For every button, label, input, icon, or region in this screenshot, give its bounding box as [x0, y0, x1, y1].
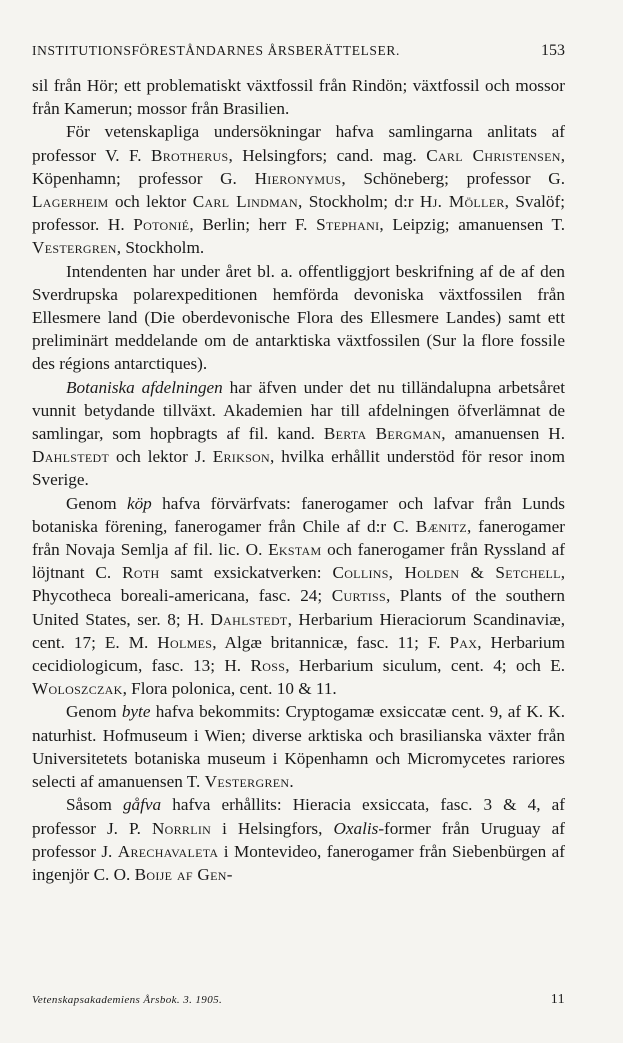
person-name: Curtiss — [331, 586, 386, 606]
person-name: Dahlstedt — [210, 609, 288, 629]
person-name: Berta Bergman — [323, 424, 442, 444]
body-text — [32, 74, 565, 886]
person-name: Pax — [449, 632, 478, 652]
emphasis: gåfva — [122, 795, 162, 815]
paragraph-5: Genom köp hafva förvärfvats: fanerogamer och lafvar från Lunds botaniska förening, fanerogamer från Chile af d:r C. Bænitz, fanerogamer från Novaja Semlja af fil. lic. O. Ekstam och fanerogamer från Ryssland af löjtnant C. Roth samt exsickatverken: Collins, Holden & Setchell, Phycotheca boreali-americana, fasc. 24; Curtiss, Plants of the southern United States, ser. 8; H. Dahlstedt, Herbarium Hieraciorum Scandinaviæ, cent. 17; E. M. Holmes, Algæ britannicæ, fasc. 11; F. Pax, Herbarium cecidiologicum, fasc. 13; H. Ross, Herbarium siculum, cent. 4; och E. Woloszczak, Flora polonica, cent. 10 & 11. — [32, 493, 566, 699]
person-name: Hieronymus — [254, 168, 342, 188]
person-name: Ross — [250, 656, 286, 676]
person-name: Ekstam — [268, 540, 322, 560]
paragraph-1: sil från Hör; ett problematiskt växtfossil från Rindön; växtfossil och mossor från Kamerun; mossor från Brasilien. — [32, 76, 565, 119]
paragraph-7: Såsom gåfva hafva erhållits: Hieracia exsiccata, fasc. 3 & 4, af professor J. P. Norrlin i Helsingfors, Oxalis-former från Uruguay af professor J. Arechavaleta i Montevideo, fanerogamer från Siebenbürgen af ingenjör C. O. Boije af Gen- — [32, 795, 565, 884]
person-name: Potonié — [133, 215, 190, 235]
person-name: Arechavaleta — [117, 841, 219, 861]
page-footer — [32, 992, 565, 1008]
person-name: Vestergren — [204, 772, 290, 792]
person-name: Holmes — [157, 632, 213, 652]
paragraph-4: Botaniska afdelningen har äfven under det nu tilländalupna arbetsåret vunnit betydande tillväxt. Akademien har till afdelningen öfverlämnat de samlingar, som hopbragts af fil. kand. Berta Bergman, amanuensen H. Dahlstedt och lektor J. Erikson, hvilka erhållit understöd för resor inom Sverige. — [32, 377, 566, 490]
person-name: Bænitz — [415, 516, 467, 536]
person-name: Dahlstedt — [32, 447, 110, 467]
person-name: Erikson — [212, 447, 270, 467]
running-title: INSTITUTIONSFÖRESTÅNDARNES ÅRSBERÄTTELSER. — [32, 43, 400, 58]
person-name: Roth — [122, 563, 160, 583]
person-name: Carl Christensen — [426, 145, 561, 165]
person-name: Boije af Gen- — [134, 864, 233, 884]
paragraph-6: Genom byte hafva bekommits: Cryptogamæ exsiccatæ cent. 9, af K. K. naturhist. Hofmuseum i Wien; diverse arktiska och brasilianska växter från Universitetets botaniska museum i Köpenhamn och Micromycetes rariores selecti af amanuensen T. Vestergren. — [32, 702, 565, 792]
emphasis: Oxalis — [333, 818, 379, 838]
emphasis: byte — [121, 702, 151, 722]
person-name: Brotherus — [150, 145, 229, 165]
person-name: Hj. Möller — [419, 192, 505, 212]
person-name: Woloszczak — [32, 679, 123, 699]
signature-line: Vetenskapsakademiens Årsbok. 3. 1905. — [32, 994, 223, 1006]
paragraph-2: För vetenskapliga undersökningar hafva samlingarna anlitats af professor V. F. Brotherus, Helsingfors; cand. mag. Carl Christensen, Köpenhamn; professor G. Hieronymus, Schöneberg; professor G. Lagerheim och lektor Carl Lindman, Stockholm; d:r Hj. Möller, Svalöf; professor. H. Potonié, Berlin; herr F. Stephani, Leipzig; amanuensen T. Vestergren, Stockholm. — [32, 122, 565, 258]
sheet-number: 11 — [550, 992, 565, 1007]
page-number: 153 — [541, 42, 565, 59]
page-header — [32, 42, 565, 60]
emphasis: köp — [126, 493, 152, 513]
person-name: Collins, Holden & Setchell — [332, 563, 561, 583]
person-name: Lagerheim — [32, 192, 109, 212]
section-heading: Botaniska afdelningen — [66, 377, 223, 397]
person-name: Norrlin — [151, 818, 212, 838]
person-name: Vestergren — [32, 238, 117, 258]
person-name: Stephani — [316, 215, 380, 235]
person-name: Carl Lindman — [192, 192, 298, 212]
paragraph-3: Intendenten har under året bl. a. offentliggjort beskrifning af de af den Sverdrupska polarexpeditionen hemförda devoniska växtfossilen från Ellesmere land (Die oberdevonische Flora des Ellesmere Landes) samt ett preliminärt meddelande om de antarktiska växtfossilen (Sur la flore fossile des régions antarctiques). — [32, 261, 565, 374]
